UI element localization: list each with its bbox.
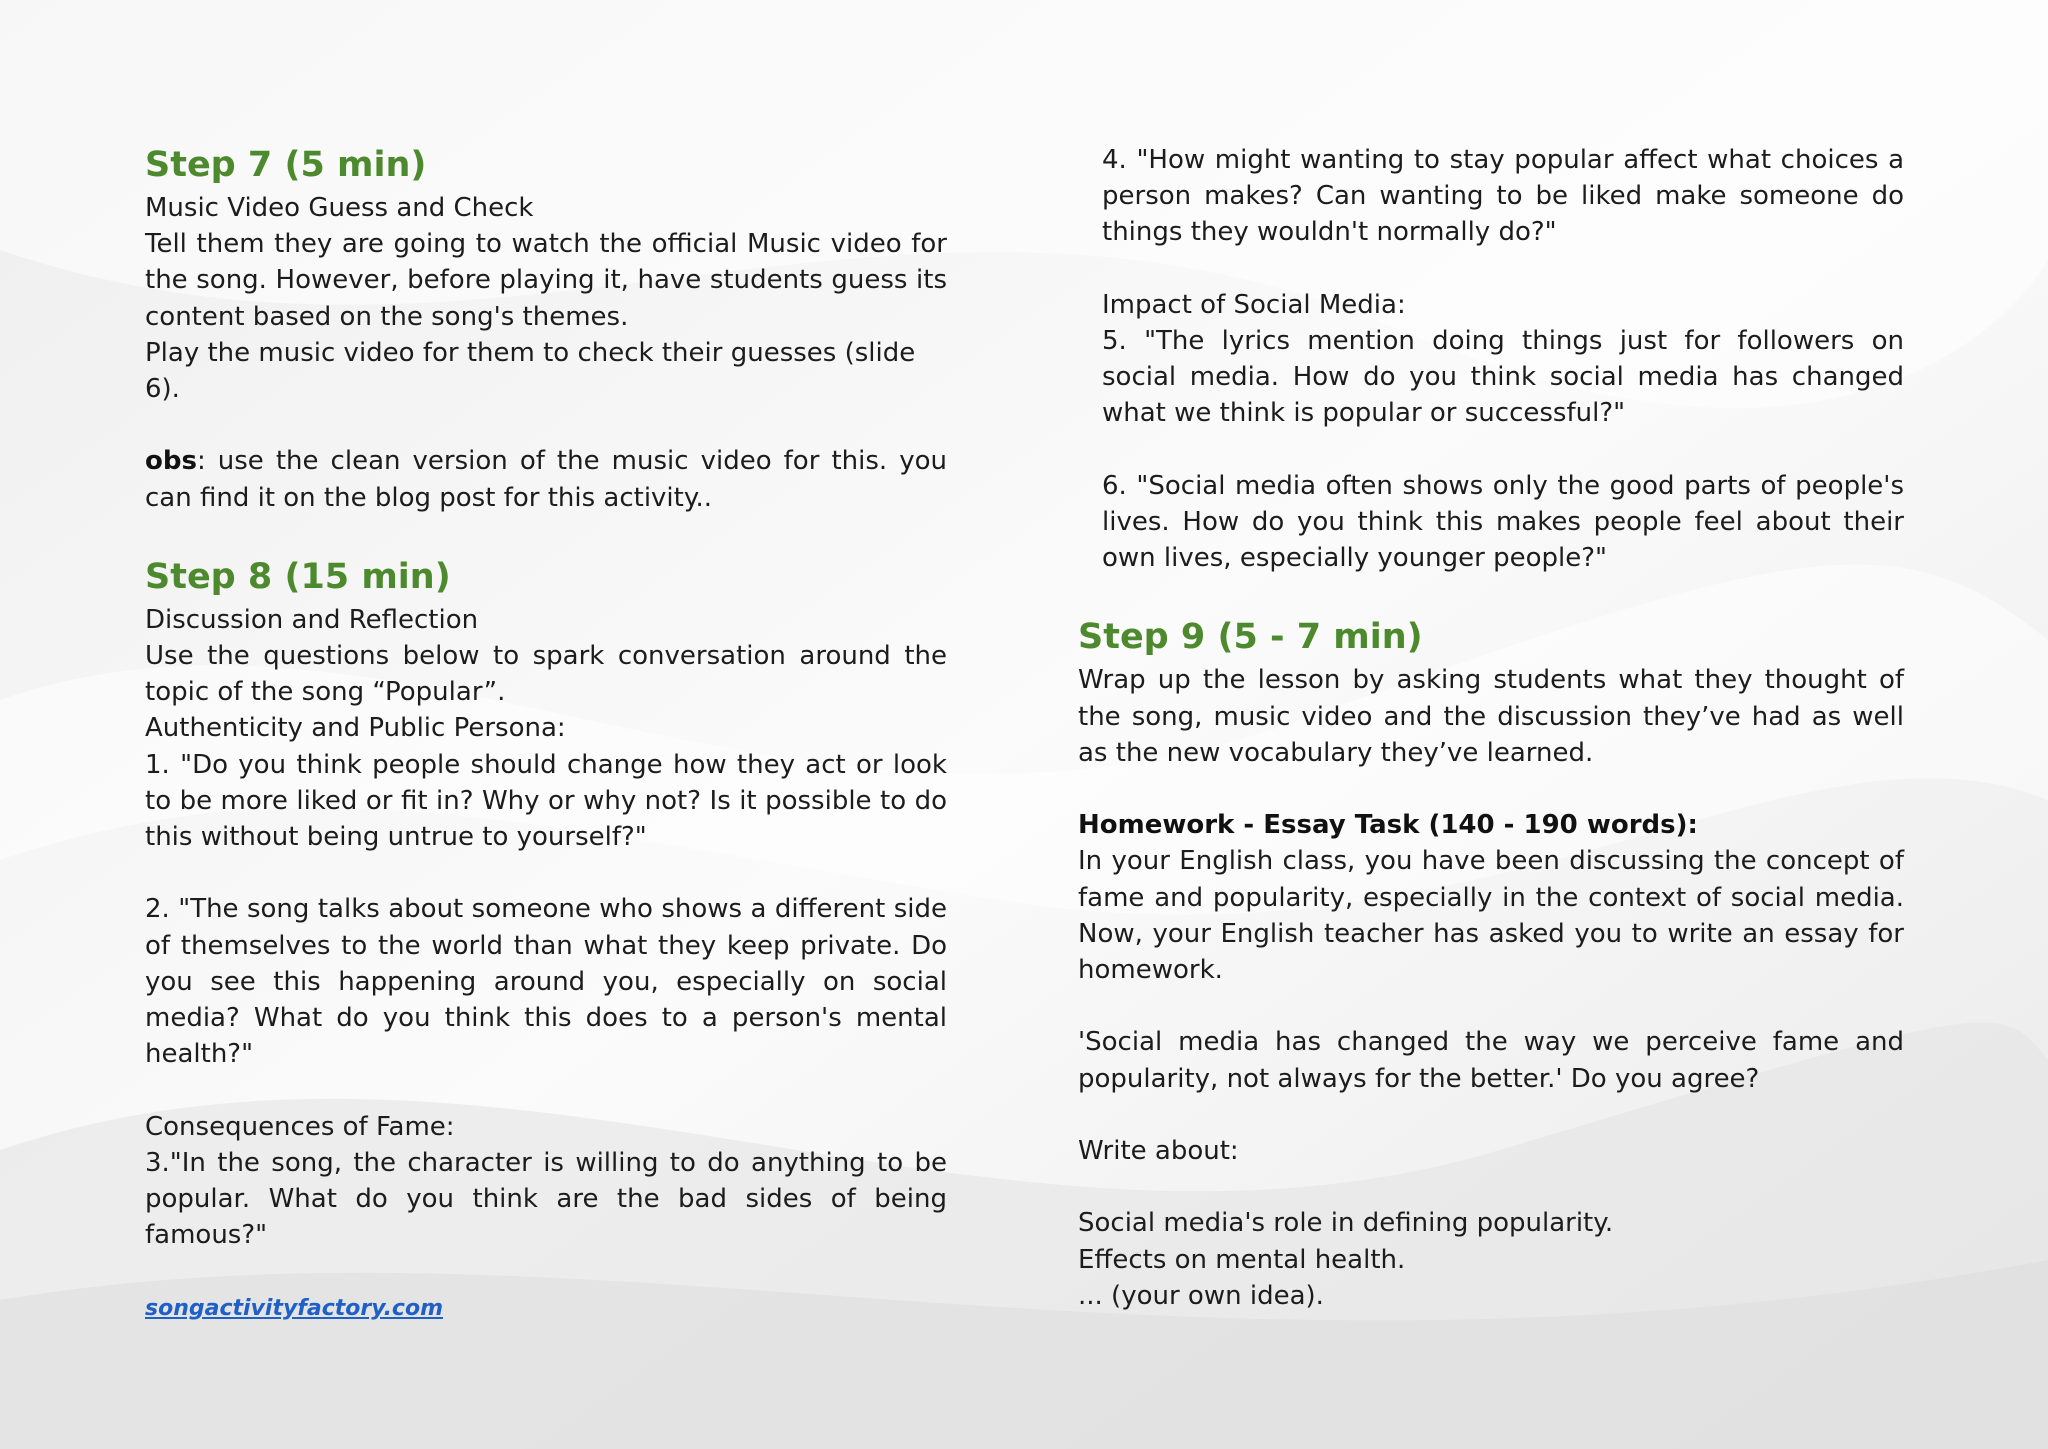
step8-intro: Use the questions below to spark conversation around the topic of the song “Popular”.	[145, 641, 947, 708]
right-column	[1078, 142, 1904, 1314]
obs-text: : use the clean version of the music video for this. you can find it on the blog post for this activity..	[145, 446, 947, 513]
write-about-item-2: Effects on mental health.	[1078, 1244, 1406, 1275]
homework-heading: Homework - Essay Task (140 - 190 words):	[1078, 810, 1698, 841]
step9-paragraph: Wrap up the lesson by asking students what they thought of the song, music video and the discussion they’ve had as well as the new vocabulary they’ve learned.	[1078, 665, 1904, 768]
website-link[interactable]: songactivityfactory.com	[145, 1296, 443, 1321]
section-social-media: Impact of Social Media:	[1102, 289, 1406, 320]
question-1: 1. "Do you think people should change how they act or look to be more liked or fit in? Why or why not? Is it possible to do this without being untrue to yourself?"	[145, 749, 947, 853]
write-about-label: Write about:	[1078, 1136, 1239, 1166]
step7-paragraph-1: Tell them they are going to watch the official Music video for the song. However, before playing it, have students guess its content based on the song's themes.	[145, 229, 947, 332]
step8-subtitle: Discussion and Reflection	[145, 604, 479, 635]
left-column	[145, 140, 947, 1253]
step8-heading: Step 8 (15 min)	[145, 556, 451, 597]
step7-subtitle: Music Video Guess and Check	[145, 193, 534, 223]
homework-paragraph: In your English class, you have been discussing the concept of fame and popularity, especially in the context of social media. Now, your English teacher has asked you to write an essay for homework.	[1078, 846, 1904, 986]
essay-prompt: 'Social media has changed the way we perceive fame and popularity, not always for the better.' Do you agree?	[1078, 1027, 1904, 1094]
step7-heading: Step 7 (5 min)	[145, 145, 427, 185]
question-4: 4. "How might wanting to stay popular affect what choices a person makes? Can wanting to be liked make someone do things they wouldn't normally do?"	[1102, 145, 1904, 248]
step7-paragraph-2: Play the music video for them to check their guesses (slide 6).	[145, 337, 916, 405]
question-6: 6. "Social media often shows only the good parts of people's lives. How do you think this makes people feel about their own lives, especially younger people?"	[1102, 470, 1904, 574]
obs-label: obs	[145, 446, 197, 477]
write-about-item-1: Social media's role in defining popularity.	[1078, 1208, 1614, 1239]
question-2: 2. "The song talks about someone who shows a different side of themselves to the world than what they keep private. Do you see this happening around you, especially on social media? What do you think this does to a person's mental health?"	[145, 894, 947, 1070]
step9-heading: Step 9 (5 - 7 min)	[1078, 617, 1423, 658]
step7-obs-note	[145, 443, 947, 515]
section-consequences: Consequences of Fame:	[145, 1111, 455, 1142]
section-authenticity: Authenticity and Public Persona:	[145, 713, 566, 744]
write-about-item-3: ... (your own idea).	[1078, 1280, 1324, 1311]
question-3: 3."In the song, the character is willing to do anything to be popular. What do you think are the bad sides of being famous?"	[145, 1147, 947, 1251]
question-5: 5. "The lyrics mention doing things just for followers on social media. How do you think social media has changed what we think is popular or successful?"	[1102, 326, 1904, 429]
